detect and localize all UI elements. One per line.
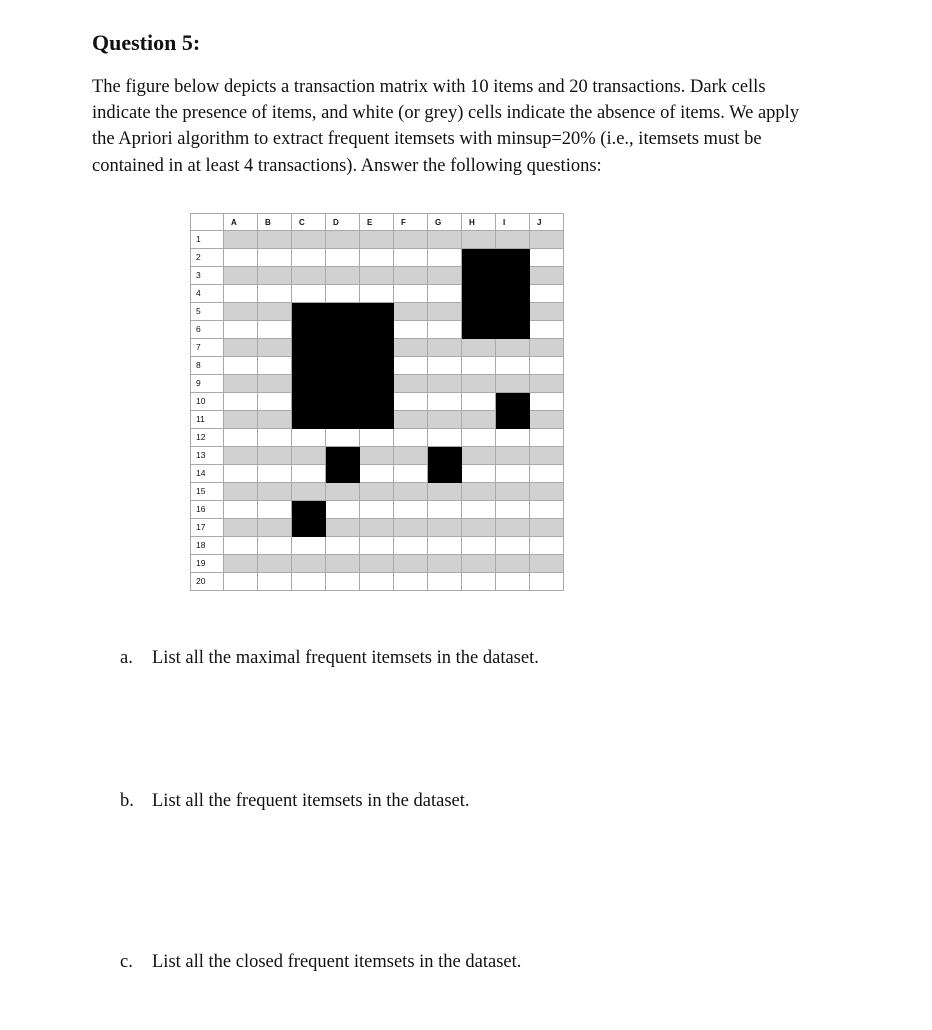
cell-t14-j — [530, 465, 564, 483]
cell-t4-i — [496, 285, 530, 303]
cell-t16-j — [530, 501, 564, 519]
cell-t1-d — [326, 231, 360, 249]
cell-t9-e — [360, 375, 394, 393]
cell-t17-f — [394, 519, 428, 537]
cell-t19-c — [292, 555, 326, 573]
cell-t20-i — [496, 573, 530, 591]
row-header-10: 10 — [190, 393, 224, 411]
cell-t15-j — [530, 483, 564, 501]
cell-t9-f — [394, 375, 428, 393]
cell-t5-c — [292, 303, 326, 321]
question-b — [120, 789, 470, 813]
row-header-15: 15 — [190, 483, 224, 501]
cell-t12-f — [394, 429, 428, 447]
cell-t11-e — [360, 411, 394, 429]
cell-t18-d — [326, 537, 360, 555]
cell-t14-e — [360, 465, 394, 483]
cell-t17-b — [258, 519, 292, 537]
cell-t12-j — [530, 429, 564, 447]
cell-t15-a — [224, 483, 258, 501]
cell-t2-j — [530, 249, 564, 267]
cell-t9-j — [530, 375, 564, 393]
cell-t10-e — [360, 393, 394, 411]
question-c-label: c. — [120, 952, 133, 972]
cell-t6-f — [394, 321, 428, 339]
cell-t9-a — [224, 375, 258, 393]
cell-t3-h — [462, 267, 496, 285]
cell-t12-g — [428, 429, 462, 447]
cell-t2-i — [496, 249, 530, 267]
cell-t11-j — [530, 411, 564, 429]
cell-t1-f — [394, 231, 428, 249]
cell-t18-b — [258, 537, 292, 555]
cell-t19-b — [258, 555, 292, 573]
cell-t16-b — [258, 501, 292, 519]
cell-t13-d — [326, 447, 360, 465]
cell-t8-j — [530, 357, 564, 375]
cell-t8-a — [224, 357, 258, 375]
cell-t2-d — [326, 249, 360, 267]
cell-t5-e — [360, 303, 394, 321]
cell-t5-h — [462, 303, 496, 321]
cell-t7-i — [496, 339, 530, 357]
cell-t10-d — [326, 393, 360, 411]
column-header-f: F — [394, 213, 428, 231]
row-header-19: 19 — [190, 555, 224, 573]
cell-t7-c — [292, 339, 326, 357]
cell-t10-h — [462, 393, 496, 411]
question-a-text: List all the maximal frequent itemsets in the dataset. — [152, 648, 539, 668]
cell-t9-g — [428, 375, 462, 393]
cell-t20-c — [292, 573, 326, 591]
cell-t6-i — [496, 321, 530, 339]
cell-t12-c — [292, 429, 326, 447]
cell-t19-e — [360, 555, 394, 573]
cell-t8-c — [292, 357, 326, 375]
column-header-b: B — [258, 213, 292, 231]
cell-t12-e — [360, 429, 394, 447]
question-c-text: List all the closed frequent itemsets in the dataset. — [152, 952, 522, 972]
cell-t3-e — [360, 267, 394, 285]
column-header-e: E — [360, 213, 394, 231]
cell-t12-h — [462, 429, 496, 447]
question-a — [120, 646, 539, 670]
cell-t8-d — [326, 357, 360, 375]
cell-t8-g — [428, 357, 462, 375]
cell-t16-i — [496, 501, 530, 519]
cell-t13-f — [394, 447, 428, 465]
cell-t5-i — [496, 303, 530, 321]
paragraph-line: indicate the presence of items, and white (or grey) cells indicate the absence of items. We apply — [92, 103, 800, 124]
cell-t10-a — [224, 393, 258, 411]
cell-t4-b — [258, 285, 292, 303]
cell-t9-h — [462, 375, 496, 393]
cell-t8-i — [496, 357, 530, 375]
cell-t20-b — [258, 573, 292, 591]
cell-t2-g — [428, 249, 462, 267]
cell-t8-e — [360, 357, 394, 375]
cell-t10-c — [292, 393, 326, 411]
paragraph-line: the Apriori algorithm to extract frequent itemsets with minsup=20% (i.e., itemsets must be — [92, 129, 762, 150]
cell-t14-b — [258, 465, 292, 483]
cell-t13-c — [292, 447, 326, 465]
cell-t9-b — [258, 375, 292, 393]
cell-t20-h — [462, 573, 496, 591]
cell-t14-i — [496, 465, 530, 483]
cell-t14-a — [224, 465, 258, 483]
cell-t12-b — [258, 429, 292, 447]
cell-t11-a — [224, 411, 258, 429]
paragraph-line: The figure below depicts a transaction matrix with 10 items and 20 transactions. Dark cells — [92, 77, 766, 97]
cell-t14-d — [326, 465, 360, 483]
cell-t12-a — [224, 429, 258, 447]
cell-t16-h — [462, 501, 496, 519]
cell-t6-a — [224, 321, 258, 339]
cell-t10-b — [258, 393, 292, 411]
cell-t8-h — [462, 357, 496, 375]
cell-t9-i — [496, 375, 530, 393]
cell-t15-b — [258, 483, 292, 501]
cell-t18-a — [224, 537, 258, 555]
cell-t1-i — [496, 231, 530, 249]
transaction-matrix — [190, 213, 564, 591]
cell-t11-i — [496, 411, 530, 429]
question-a-label: a. — [120, 648, 133, 668]
cell-t14-f — [394, 465, 428, 483]
row-header-5: 5 — [190, 303, 224, 321]
cell-t7-b — [258, 339, 292, 357]
cell-t16-g — [428, 501, 462, 519]
cell-t10-j — [530, 393, 564, 411]
cell-t17-e — [360, 519, 394, 537]
cell-t19-j — [530, 555, 564, 573]
cell-t15-g — [428, 483, 462, 501]
question-b-label: b. — [120, 791, 134, 811]
cell-t18-e — [360, 537, 394, 555]
cell-t6-d — [326, 321, 360, 339]
cell-t11-h — [462, 411, 496, 429]
cell-t13-h — [462, 447, 496, 465]
cell-t15-h — [462, 483, 496, 501]
cell-t19-d — [326, 555, 360, 573]
row-header-20: 20 — [190, 573, 224, 591]
cell-t5-a — [224, 303, 258, 321]
row-header-17: 17 — [190, 519, 224, 537]
question-b-text: List all the frequent itemsets in the dataset. — [152, 791, 470, 811]
cell-t17-h — [462, 519, 496, 537]
cell-t5-d — [326, 303, 360, 321]
cell-t3-g — [428, 267, 462, 285]
cell-t4-c — [292, 285, 326, 303]
cell-t18-c — [292, 537, 326, 555]
row-header-7: 7 — [190, 339, 224, 357]
row-header-6: 6 — [190, 321, 224, 339]
cell-t14-g — [428, 465, 462, 483]
row-header-1: 1 — [190, 231, 224, 249]
cell-t20-a — [224, 573, 258, 591]
cell-t17-i — [496, 519, 530, 537]
row-header-14: 14 — [190, 465, 224, 483]
cell-t20-g — [428, 573, 462, 591]
cell-t10-f — [394, 393, 428, 411]
cell-t3-c — [292, 267, 326, 285]
cell-t6-e — [360, 321, 394, 339]
cell-t14-h — [462, 465, 496, 483]
column-header-h: H — [462, 213, 496, 231]
cell-t19-g — [428, 555, 462, 573]
cell-t17-a — [224, 519, 258, 537]
cell-t6-b — [258, 321, 292, 339]
row-header-2: 2 — [190, 249, 224, 267]
cell-t7-j — [530, 339, 564, 357]
cell-t7-d — [326, 339, 360, 357]
cell-t4-d — [326, 285, 360, 303]
cell-t3-i — [496, 267, 530, 285]
cell-t2-e — [360, 249, 394, 267]
cell-t1-h — [462, 231, 496, 249]
cell-t11-g — [428, 411, 462, 429]
cell-t6-h — [462, 321, 496, 339]
row-header-11: 11 — [190, 411, 224, 429]
cell-t2-c — [292, 249, 326, 267]
cell-t19-a — [224, 555, 258, 573]
cell-t3-a — [224, 267, 258, 285]
cell-t7-e — [360, 339, 394, 357]
column-header-g: G — [428, 213, 462, 231]
cell-t6-c — [292, 321, 326, 339]
cell-t3-d — [326, 267, 360, 285]
cell-t18-h — [462, 537, 496, 555]
row-header-3: 3 — [190, 267, 224, 285]
cell-t10-i — [496, 393, 530, 411]
cell-t13-j — [530, 447, 564, 465]
cell-t19-i — [496, 555, 530, 573]
cell-t17-g — [428, 519, 462, 537]
cell-t20-j — [530, 573, 564, 591]
cell-t7-g — [428, 339, 462, 357]
cell-t20-d — [326, 573, 360, 591]
cell-t10-g — [428, 393, 462, 411]
cell-t12-d — [326, 429, 360, 447]
column-header-j: J — [530, 213, 564, 231]
cell-t11-b — [258, 411, 292, 429]
column-header-d: D — [326, 213, 360, 231]
paragraph-line: contained in at least 4 transactions). Answer the following questions: — [92, 155, 602, 176]
cell-t1-g — [428, 231, 462, 249]
cell-t8-b — [258, 357, 292, 375]
cell-t2-b — [258, 249, 292, 267]
cell-t15-e — [360, 483, 394, 501]
row-header-13: 13 — [190, 447, 224, 465]
cell-t1-b — [258, 231, 292, 249]
cell-t13-a — [224, 447, 258, 465]
cell-t8-f — [394, 357, 428, 375]
cell-t16-d — [326, 501, 360, 519]
cell-t13-i — [496, 447, 530, 465]
row-header-16: 16 — [190, 501, 224, 519]
row-header-18: 18 — [190, 537, 224, 555]
cell-t4-h — [462, 285, 496, 303]
cell-t15-d — [326, 483, 360, 501]
cell-t5-g — [428, 303, 462, 321]
cell-t18-g — [428, 537, 462, 555]
cell-t6-g — [428, 321, 462, 339]
cell-t2-h — [462, 249, 496, 267]
cell-t1-e — [360, 231, 394, 249]
cell-t1-c — [292, 231, 326, 249]
cell-t20-e — [360, 573, 394, 591]
cell-t11-d — [326, 411, 360, 429]
cell-t4-j — [530, 285, 564, 303]
cell-t16-f — [394, 501, 428, 519]
cell-t3-b — [258, 267, 292, 285]
cell-t9-d — [326, 375, 360, 393]
cell-t18-i — [496, 537, 530, 555]
cell-t4-a — [224, 285, 258, 303]
cell-t6-j — [530, 321, 564, 339]
cell-t4-g — [428, 285, 462, 303]
cell-t7-f — [394, 339, 428, 357]
cell-t5-j — [530, 303, 564, 321]
cell-t13-e — [360, 447, 394, 465]
cell-t9-c — [292, 375, 326, 393]
cell-t15-c — [292, 483, 326, 501]
column-header-i: I — [496, 213, 530, 231]
cell-t13-b — [258, 447, 292, 465]
cell-t17-j — [530, 519, 564, 537]
cell-t1-j — [530, 231, 564, 249]
cell-t2-a — [224, 249, 258, 267]
cell-t15-i — [496, 483, 530, 501]
cell-t7-h — [462, 339, 496, 357]
cell-t12-i — [496, 429, 530, 447]
row-header-8: 8 — [190, 357, 224, 375]
cell-t5-f — [394, 303, 428, 321]
cell-t13-g — [428, 447, 462, 465]
cell-t2-f — [394, 249, 428, 267]
cell-t18-j — [530, 537, 564, 555]
cell-t18-f — [394, 537, 428, 555]
question-paragraph — [92, 74, 882, 179]
cell-t3-j — [530, 267, 564, 285]
cell-t14-c — [292, 465, 326, 483]
cell-t5-b — [258, 303, 292, 321]
cell-t1-a — [224, 231, 258, 249]
cell-t17-d — [326, 519, 360, 537]
cell-t4-e — [360, 285, 394, 303]
question-title: Question 5: — [92, 30, 201, 55]
column-header-c: C — [292, 213, 326, 231]
cell-t20-f — [394, 573, 428, 591]
cell-t11-c — [292, 411, 326, 429]
cell-t7-a — [224, 339, 258, 357]
cell-t15-f — [394, 483, 428, 501]
cell-t19-h — [462, 555, 496, 573]
matrix-corner — [190, 213, 224, 231]
cell-t16-e — [360, 501, 394, 519]
cell-t17-c — [292, 519, 326, 537]
row-header-9: 9 — [190, 375, 224, 393]
cell-t4-f — [394, 285, 428, 303]
question-c — [120, 950, 521, 974]
cell-t19-f — [394, 555, 428, 573]
cell-t11-f — [394, 411, 428, 429]
cell-t3-f — [394, 267, 428, 285]
row-header-12: 12 — [190, 429, 224, 447]
row-header-4: 4 — [190, 285, 224, 303]
column-header-a: A — [224, 213, 258, 231]
cell-t16-a — [224, 501, 258, 519]
cell-t16-c — [292, 501, 326, 519]
